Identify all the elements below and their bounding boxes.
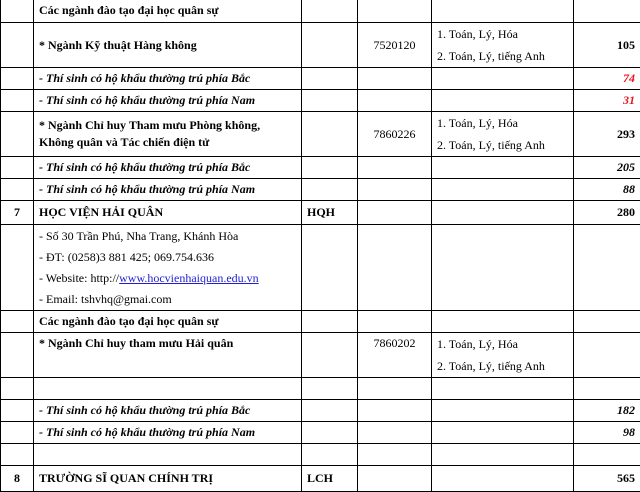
quota-total: 280 (574, 201, 640, 225)
subject-combo: 2. Toán, Lý, tiếng Anh (437, 45, 568, 67)
subject-combo: 1. Toán, Lý, Hóa (437, 23, 568, 45)
table-row (1, 422, 640, 444)
region-label: - Thí sinh có hộ khẩu thường trú phía Bắc (34, 400, 302, 422)
section-heading: Các ngành đào tạo đại học quân sự (34, 311, 302, 333)
table-row (1, 225, 640, 311)
major-code: 7520120 (358, 23, 432, 68)
quota-total: 293 (574, 112, 640, 157)
institution-code: HQH (302, 201, 358, 225)
table-row (1, 444, 640, 466)
major-name: * Ngành Kỹ thuật Hàng không (34, 23, 302, 68)
region-label: - Thí sinh có hộ khẩu thường trú phía Nam (34, 90, 302, 112)
region-label: - Thí sinh có hộ khẩu thường trú phía Bắc (34, 68, 302, 90)
quota-north: 205 (574, 157, 640, 179)
row-number: 8 (1, 466, 34, 492)
major-code: 7860202 (358, 333, 432, 378)
quota-north: 74 (574, 68, 640, 90)
website-label: - Website: http:// (39, 271, 119, 285)
major-name-line: Không quân và Tác chiến điện tử (39, 134, 296, 151)
table-row (1, 23, 640, 68)
region-label: - Thí sinh có hộ khẩu thường trú phía Nam (34, 422, 302, 444)
region-label: - Thí sinh có hộ khẩu thường trú phía Nam (34, 179, 302, 201)
table-row (1, 333, 640, 378)
subject-combo: 2. Toán, Lý, tiếng Anh (437, 355, 568, 377)
table-row (1, 112, 640, 157)
institution-contact (34, 225, 302, 311)
quota-south: 98 (574, 422, 640, 444)
website-link[interactable]: www.hocvienhaiquan.edu.vn (119, 271, 259, 285)
major-name-line: * Ngành Chỉ huy Tham mưu Phòng không, (39, 117, 296, 134)
quota-south: 88 (574, 179, 640, 201)
table-row (1, 0, 640, 23)
row-number: 7 (1, 201, 34, 225)
table-row (1, 378, 640, 400)
email: - Email: tshvhq@gmai.com (39, 289, 296, 310)
subject-combo: 1. Toán, Lý, Hóa (437, 112, 568, 134)
institution-name: TRƯỜNG SĨ QUAN CHÍNH TRỊ (34, 466, 302, 492)
table-row (1, 68, 640, 90)
table-row (1, 466, 640, 492)
table-row (1, 201, 640, 225)
table-row (1, 400, 640, 422)
quota-north: 182 (574, 400, 640, 422)
section-heading: Các ngành đào tạo đại học quân sự (34, 0, 302, 23)
quota-total: 105 (574, 23, 640, 68)
table-row (1, 311, 640, 333)
website (39, 268, 296, 289)
address: - Số 30 Trần Phú, Nha Trang, Khánh Hòa (39, 226, 296, 247)
table-row (1, 90, 640, 112)
table-row (1, 179, 640, 201)
region-label: - Thí sinh có hộ khẩu thường trú phía Bắc (34, 157, 302, 179)
subject-combo: 1. Toán, Lý, Hóa (437, 333, 568, 355)
quota-south: 31 (574, 90, 640, 112)
subject-combo: 2. Toán, Lý, tiếng Anh (437, 134, 568, 156)
phone: - ĐT: (0258)3 881 425; 069.754.636 (39, 247, 296, 268)
institution-code: LCH (302, 466, 358, 492)
table-row (1, 157, 640, 179)
major-name: * Ngành Chỉ huy tham mưu Hải quân (34, 333, 302, 378)
institution-name: HỌC VIỆN HẢI QUÂN (34, 201, 302, 225)
quota-total: 565 (574, 466, 640, 492)
major-name (34, 112, 302, 157)
major-code: 7860226 (358, 112, 432, 157)
